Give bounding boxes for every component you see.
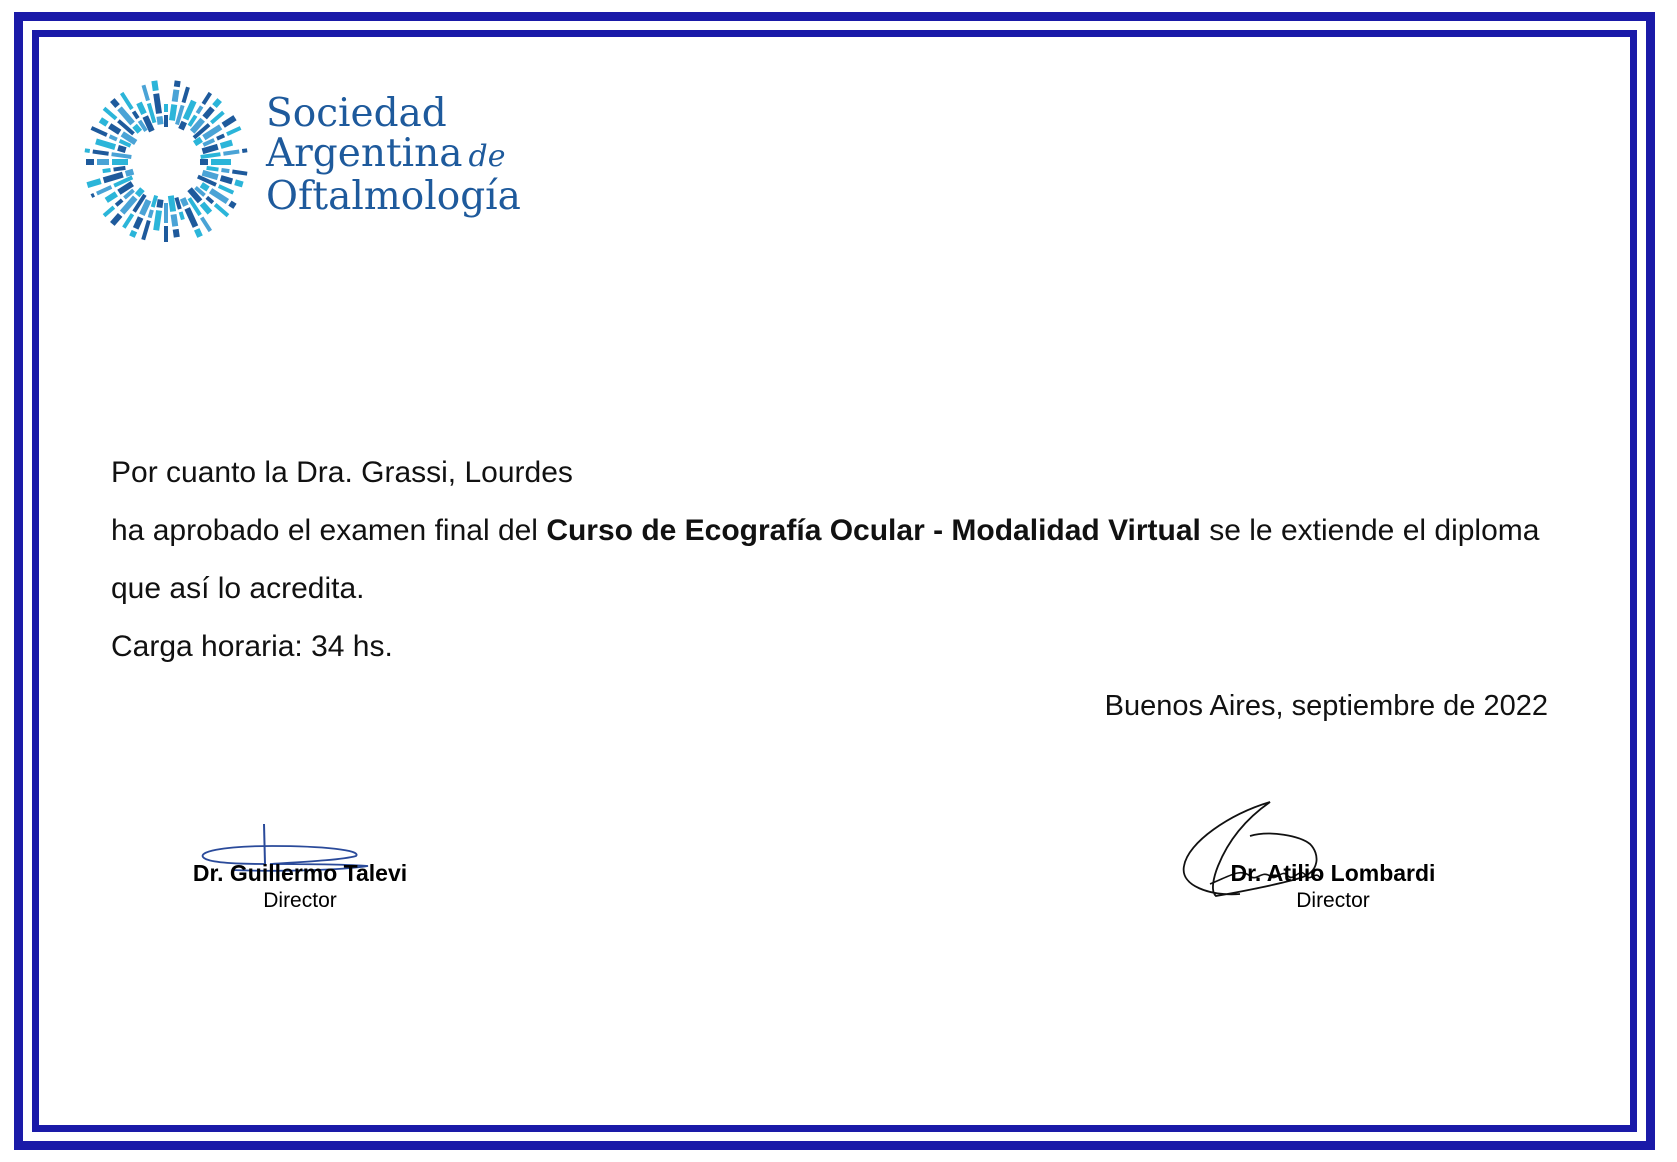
logo-ray bbox=[171, 196, 173, 212]
logo-ray bbox=[211, 191, 228, 202]
logo-ray bbox=[104, 108, 116, 118]
org-name-de: de bbox=[468, 139, 506, 174]
logo-ray bbox=[126, 172, 134, 174]
logo-ray bbox=[197, 106, 201, 113]
certificate-body bbox=[111, 444, 1581, 676]
logo-ray bbox=[214, 100, 219, 106]
logo-ray bbox=[132, 231, 134, 236]
logo-ray bbox=[154, 81, 155, 91]
logo-ray bbox=[223, 151, 239, 153]
signature-right bbox=[1123, 860, 1543, 913]
signer-name: Dr. Guillermo Talevi bbox=[192, 860, 408, 886]
signer-name: Dr. Atilio Lombardi bbox=[1230, 860, 1436, 886]
logo-ray bbox=[104, 175, 123, 181]
radial-burst-icon bbox=[82, 78, 250, 246]
logo-ray bbox=[139, 103, 144, 114]
logo-ray bbox=[202, 147, 217, 152]
signer-role: Director bbox=[1296, 889, 1370, 912]
logo-ray bbox=[227, 128, 241, 134]
logo-ray bbox=[85, 150, 90, 151]
logo-ray bbox=[242, 150, 247, 151]
signature-left bbox=[90, 860, 510, 913]
organization-logo bbox=[82, 74, 522, 254]
logo-ray bbox=[223, 118, 235, 126]
logo-ray bbox=[124, 214, 133, 227]
logo-ray bbox=[202, 173, 217, 178]
logo-ray bbox=[181, 212, 183, 220]
logo-ray bbox=[114, 168, 126, 170]
logo-ray bbox=[135, 126, 140, 132]
logo-ray bbox=[91, 195, 94, 196]
logo-ray bbox=[195, 139, 202, 143]
logo-ray bbox=[96, 141, 115, 147]
organization-name bbox=[266, 91, 521, 219]
logo-ray bbox=[221, 178, 233, 181]
logo-ray bbox=[201, 185, 208, 189]
logo-ray bbox=[230, 203, 235, 206]
logo-ray bbox=[235, 182, 243, 184]
logo-ray bbox=[175, 90, 177, 102]
logo-ray bbox=[186, 101, 194, 119]
logo-ray bbox=[91, 128, 106, 135]
logo-ray bbox=[187, 208, 195, 226]
course-name: Curso de Ecografía Ocular - Modalidad Virtual bbox=[546, 514, 1201, 547]
logo-ray bbox=[122, 93, 132, 109]
signer-role: Director bbox=[263, 889, 337, 912]
logo-ray bbox=[203, 93, 210, 104]
logo-ray bbox=[211, 112, 223, 122]
logo-ray bbox=[106, 194, 116, 200]
logo-ray bbox=[100, 120, 107, 124]
approval-suffix: se le extiende el diploma que así lo acredita. bbox=[111, 514, 1540, 605]
logo-ray bbox=[153, 196, 156, 208]
logo-ray bbox=[174, 214, 176, 226]
logo-ray bbox=[201, 154, 221, 157]
logo-ray bbox=[143, 85, 148, 100]
logo-ray bbox=[221, 170, 229, 171]
logo-ray bbox=[156, 94, 159, 114]
logo-ray bbox=[97, 187, 112, 194]
logo-ray bbox=[232, 172, 247, 174]
logo-ray bbox=[205, 108, 213, 117]
logo-ray bbox=[103, 170, 111, 171]
logo-ray bbox=[87, 181, 100, 185]
logo-ray bbox=[221, 143, 233, 146]
logo-ray bbox=[93, 151, 109, 153]
logo-ray bbox=[142, 200, 149, 215]
logo-ray bbox=[177, 81, 178, 87]
logo-ray bbox=[137, 189, 142, 195]
logo-ray bbox=[183, 198, 186, 205]
logo-ray bbox=[159, 200, 160, 208]
logo-ray bbox=[112, 215, 120, 224]
logo-ray bbox=[217, 135, 224, 138]
logo-ray bbox=[176, 229, 177, 237]
logo-ray bbox=[110, 126, 120, 132]
place-and-date: Buenos Aires, septiembre de 2022 bbox=[1104, 690, 1548, 722]
approval-statement bbox=[111, 502, 1581, 618]
logo-ray bbox=[197, 229, 200, 236]
org-name-line-3: Oftalmología bbox=[266, 174, 521, 219]
approval-prefix: ha aprobado el examen final del bbox=[111, 514, 547, 547]
logo-ray bbox=[203, 140, 214, 145]
logo-ray bbox=[207, 168, 219, 170]
logo-ray bbox=[110, 136, 117, 139]
logo-ray bbox=[112, 100, 117, 106]
logo-ray bbox=[202, 204, 210, 213]
logo-ray bbox=[150, 210, 152, 218]
logo-ray bbox=[176, 198, 179, 210]
logo-ray bbox=[136, 217, 141, 228]
recipient-line: Por cuanto la Dra. Grassi, Lourdes bbox=[111, 456, 573, 489]
logo-ray bbox=[112, 154, 132, 157]
logo-ray bbox=[219, 186, 234, 193]
logo-ray bbox=[159, 116, 160, 124]
logo-ray bbox=[202, 218, 211, 231]
logo-ray bbox=[207, 197, 213, 202]
logo-ray bbox=[183, 87, 188, 102]
logo-ray bbox=[181, 122, 184, 129]
logo-ray bbox=[118, 148, 126, 150]
logo-ray bbox=[134, 112, 138, 119]
course-hours: Carga horaria: 34 hs. bbox=[111, 630, 393, 663]
logo-ray bbox=[215, 205, 228, 216]
org-name-line-1: Sociedad bbox=[266, 91, 447, 136]
logo-ray bbox=[143, 221, 149, 240]
logo-ray bbox=[116, 200, 122, 205]
logo-ray bbox=[172, 105, 174, 121]
org-name-line-2 bbox=[266, 131, 521, 177]
logo-ray bbox=[156, 211, 159, 231]
logo-ray bbox=[104, 207, 114, 216]
org-name-argentina: Argentina bbox=[266, 131, 463, 176]
